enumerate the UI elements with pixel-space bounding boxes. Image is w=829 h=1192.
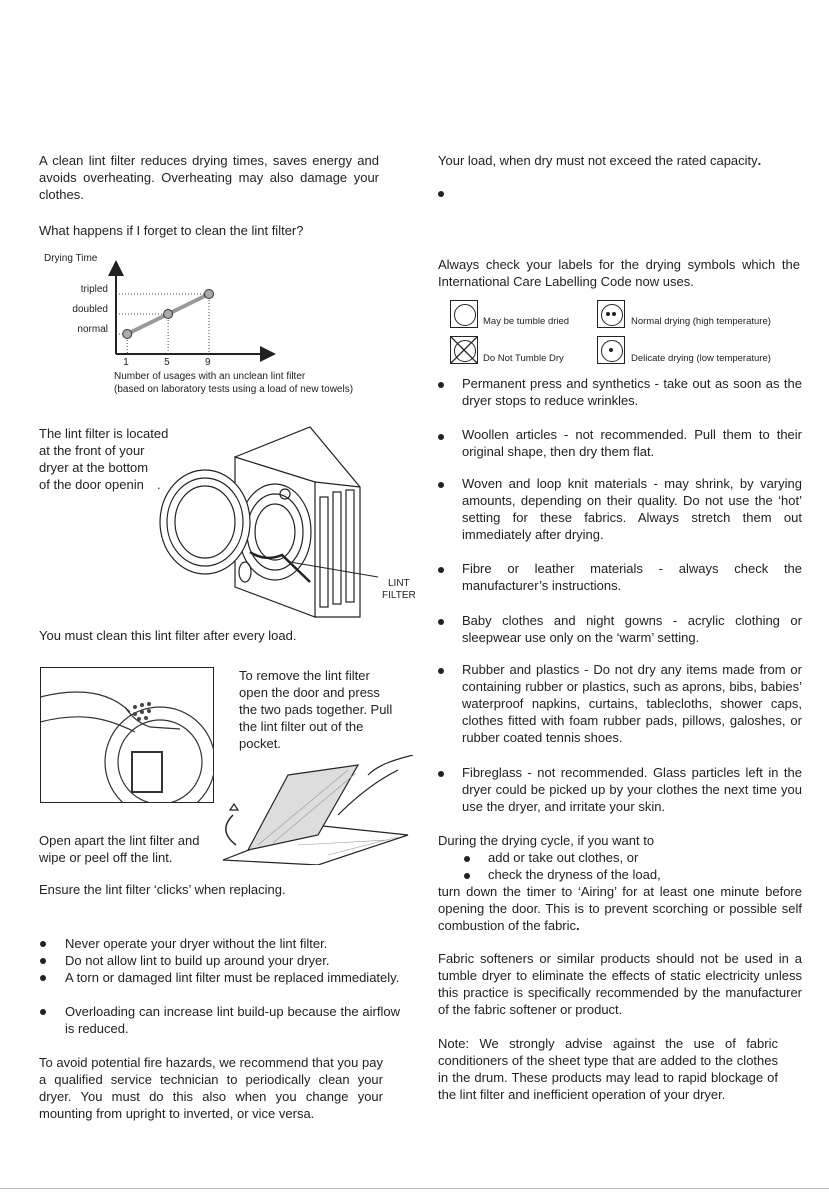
remove-filter-photo [40,667,214,803]
fabric-baby-clothes: Baby clothes and night gowns - acrylic clothing or sleepwear use only on the ‘warm’ setting. [462,613,802,645]
data-point-1 [123,330,132,339]
load-capacity-text: Your load, when dry must not exceed the rated capacity. [438,153,762,168]
left-bullet-2: Do not allow lint to build up around your dryer. [65,953,330,968]
left-bullet-1: Never operate your dryer without the lint filter. [65,936,328,951]
x-tick-label: 5 [164,357,170,368]
question-heading: What happens if I forget to clean the lint filter? [39,223,304,238]
chart-xlabel: Number of usages with an unclean lint filter [114,371,306,382]
fabric-woollen: Woollen articles - not recommended. Pull them to their original shape, then dry them flat. [462,427,802,459]
left-bullet-3: A torn or damaged lint filter must be replaced immediately. [65,970,400,985]
bullet-dot [438,191,444,197]
bullet-dot [438,434,444,440]
delicate-drying-symbol [597,336,625,364]
cycle-end: turn down the timer to ‘Airing’ for at least one minute before opening the door. This is to prevent scorching or possible self combustion of the fabric. [438,884,802,933]
fabric-rubber-plastics: Rubber and plastics - Do not dry any items made from or containing rubber or plastics, such as aprons, bibs, babies’ waterproof napkins, curtains, tablecloths, shower caps, clothes fitted with foam rubber pads, pillows, galoshes, or rubber coated tennis shoes. [462,662,802,745]
ensure-clicks-text: Ensure the lint filter ‘clicks’ when replacing. [39,882,286,897]
location-line-3: dryer at the bottom [39,460,149,475]
fabric-fibre-leather: Fibre or leather materials - always check the manufacturer’s instructions. [462,561,803,593]
tumble-dry-symbol [450,300,478,328]
chart-ylabel: Drying Time [44,253,98,264]
y-level-doubled: doubled [72,304,108,315]
bullet-dot [438,482,444,488]
location-line-end: . [157,477,161,492]
remove-instructions: To remove the lint filter open the door and press the two pads together. Pull the lint filter out of the pocket. [239,668,393,751]
page-bottom-line [0,1188,829,1189]
fabric-fibreglass: Fibreglass - not recommended. Glass particles left in the dryer could be picked up by your clothes the next time you use the dryer, and irritate your skin. [462,765,802,814]
dryer-illustration [150,422,390,622]
open-apart-line-1: Open apart the lint filter and [39,833,200,848]
must-clean-text: You must clean this lint filter after every load. [39,628,297,643]
symbol-label-delicate: Delicate drying (low temperature) [631,353,771,364]
symbol-label-tumble: May be tumble dried [483,316,570,327]
cycle-item-1: add or take out clothes, or [488,850,639,865]
fabric-permanent-press: Permanent press and synthetics - take out as soon as the dryer stops to reduce wrinkles. [462,376,802,408]
left-bullet-4: Overloading can increase lint build-up because the airflow is reduced. [65,1004,400,1036]
bullet-dot [464,873,470,879]
x-tick-label: 1 [123,357,129,368]
data-point-3 [205,290,214,299]
normal-drying-symbol [597,300,625,328]
note-paragraph: Note: We strongly advise against the use of fabric conditioners of the sheet type that are added to the clothes in the drum. These products may lead to rapid blockage of the lint filter and inefficient operation of your dryer. [438,1036,778,1102]
location-line-4: of the door openin [39,477,144,492]
labels-intro: Always check your labels for the drying symbols which the International Care Labelling Code now uses. [438,257,800,289]
chart-note: (based on laboratory tests using a load of new towels) [114,384,354,395]
lint-label-2: FILTER [382,590,416,601]
bullet-dot [438,668,444,674]
drying-time-chart [108,260,278,370]
x-tick-label: 9 [205,357,211,368]
bullet-dot [464,856,470,862]
cycle-intro: During the drying cycle, if you want to [438,833,655,848]
location-line-1: The lint filter is located [39,426,169,441]
location-line-2: at the front of your [39,443,145,458]
data-point-2 [164,310,173,319]
cycle-item-2: check the dryness of the load, [488,867,661,882]
y-level-normal: normal [77,324,108,335]
open-filter-illustration [218,755,423,865]
bullet-dot [438,771,444,777]
symbol-label-normal: Normal drying (high temperature) [631,316,771,327]
bullet-dot [40,1009,46,1015]
lint-label-1: LINT [388,578,410,589]
bullet-dot [40,958,46,964]
open-apart-line-2: wipe or peel off the lint. [39,850,173,865]
bullet-dot [40,975,46,981]
do-not-tumble-symbol [450,336,478,364]
bullet-dot [40,941,46,947]
bullet-dot [438,382,444,388]
bullet-dot [438,567,444,573]
softeners-paragraph: Fabric softeners or similar products should not be used in a tumble dryer to eliminate the effects of static electricity unless this practice is specifically recommended by the manufacturer of the fabric softener or product. [438,951,802,1017]
intro-paragraph: A clean lint filter reduces drying times, saves energy and avoids overheating. Overheating may also damage your clothes. [39,153,379,202]
bullet-dot [438,619,444,625]
symbol-label-no-tumble: Do Not Tumble Dry [483,353,564,364]
fabric-woven-knit: Woven and loop knit materials - may shrink, by varying amounts, depending on their quality. Do not use the ‘hot’ setting for these fabrics. Always stretch them out immediately after drying. [462,476,802,542]
fire-hazard-paragraph: To avoid potential fire hazards, we recommend that you pay a qualified service technician to periodically clean your dryer. You must do this also when you change your mounting from upright to inverted, or vice versa. [39,1055,383,1121]
y-level-tripled: tripled [80,284,108,295]
